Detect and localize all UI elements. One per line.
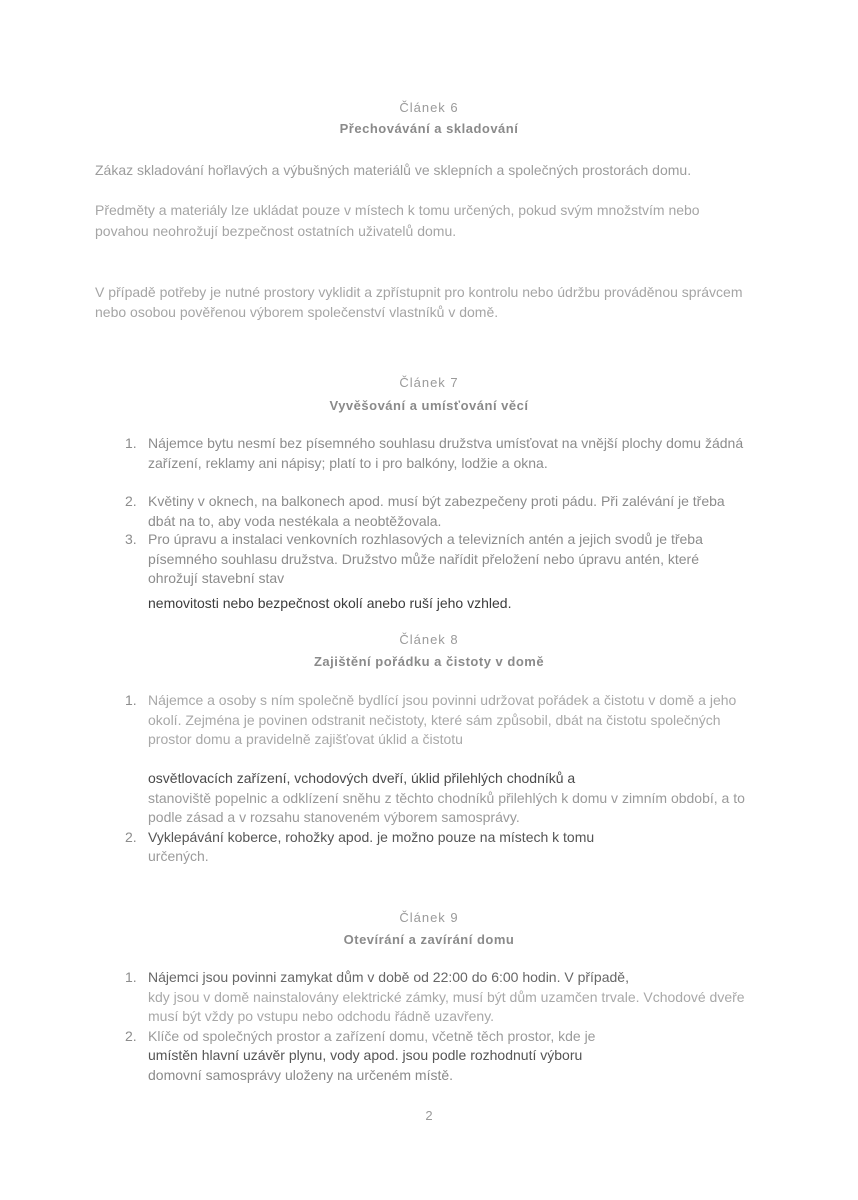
list-item-text-dark: umístěn hlavní uzávěr plynu, vody apod. jsou podle rozhodnutí výboru — [148, 1047, 583, 1063]
article-9-title: Otevírání a zavírání domu — [343, 932, 515, 947]
list-item — [95, 968, 750, 1027]
article-7-list — [95, 434, 750, 588]
list-item — [95, 434, 750, 492]
list-item-text: Nájemce bytu nesmí bez písemného souhlasu družstva umísťovat na vnější plochy domu žádná zařízení, reklamy ani nápisy; platí to i pro balkóny, lodžie a okna. — [148, 435, 744, 471]
list-item-number: 3. — [125, 531, 137, 547]
article-7-item-3-continuation: nemovitosti nebo bezpečnost okolí anebo ruší jeho vzhled. — [148, 595, 512, 611]
list-item — [95, 828, 750, 867]
article-6-paragraph-1: Zákaz skladování hořlavých a výbušných materiálů ve sklepních a společných prostorách domu. — [95, 162, 692, 178]
article-6-title: Přechovávání a skladování — [339, 121, 519, 136]
list-item-text: Pro úpravu a instalaci venkovních rozhlasových a televizních antén a jejich svodů je třeba písemného souhlasu družstva. Družstvo může nařídit přeložení nebo úpravu antén, které ohrožují stavební stav — [148, 531, 703, 586]
list-item — [95, 492, 750, 530]
list-item-number: 1. — [125, 969, 137, 985]
list-item-text-dark: Nájemci jsou povinni zamykat dům v době od 22:00 do 6:00 hodin. V případě, — [148, 969, 629, 985]
list-item-text-faint: Nájemce a osoby s ním společně bydlící jsou povinni udržovat pořádek a čistotu v domě a jeho okolí. Zejména je povinen odstranit nečistoty, které sám způsobil, dbát na čistotu společných prostor domu a pravidelně zajišťovat úklid a čistotu — [148, 692, 737, 747]
list-item-text-dark: osvětlovacích zařízení, vchodových dveří, úklid přilehlých chodníků a — [148, 770, 576, 786]
article-6-paragraph-3: V případě potřeby je nutné prostory vyklidit a zpřístupnit pro kontrolu nebo údržbu prováděnou správcem nebo osobou pověřenou výborem společenství vlastníků v domě. — [95, 284, 743, 320]
list-item-number: 2. — [125, 493, 137, 509]
article-8-list — [95, 691, 750, 867]
list-item-text-faint-2: domovní samosprávy uloženy na určeném místě. — [148, 1066, 454, 1083]
list-item-text: Květiny v oknech, na balkonech apod. musí být zabezpečeny proti pádu. Při zalévání je třeba dbát na to, aby voda nestékala a neobtěžovala. — [148, 493, 725, 529]
article-6-number: Článek 6 — [399, 100, 459, 115]
list-item-number: 1. — [125, 692, 137, 708]
list-item-text-faint: Klíče od společných prostor a zařízení domu, včetně těch prostor, kde je — [148, 1027, 596, 1044]
list-item — [95, 530, 750, 588]
article-8-number: Článek 8 — [399, 632, 459, 647]
list-item-text-faint: určených. — [148, 848, 209, 864]
article-8-title: Zajištění pořádku a čistoty v domě — [313, 654, 545, 669]
list-item-number: 1. — [125, 435, 137, 451]
article-7-number: Článek 7 — [399, 375, 459, 390]
article-7-title: Vyvěšování a umísťování věcí — [329, 398, 529, 413]
article-9-number: Článek 9 — [399, 910, 459, 925]
list-item-text-dark: Vyklepávání koberce, rohožky apod. je možno pouze na místech k tomu — [148, 828, 595, 845]
article-9-list — [95, 968, 750, 1085]
list-item — [95, 1027, 750, 1086]
list-item — [95, 691, 750, 828]
article-6-paragraph-2: Předměty a materiály lze ukládat pouze v místech k tomu určených, pokud svým množstvím nebo povahou neohrožují bezpečnost ostatních uživatelů domu. — [95, 202, 700, 239]
list-item-number: 2. — [125, 1027, 137, 1044]
page-number: 2 — [425, 1108, 433, 1123]
list-item-text-faint-2: stanoviště popelnic a odklízení sněhu z těchto chodníků přilehlých k domu v zimním období, a to podle zásad a v rozsahu stanoveném výborem samosprávy. — [148, 789, 745, 825]
list-item-number: 2. — [125, 828, 137, 845]
list-item-text-faint: kdy jsou v domě nainstalovány elektrické zámky, musí být dům uzamčen trvale. Vchodové dveře musí být vždy po vstupu nebo odchodu řádně uzavřeny. — [148, 988, 745, 1024]
